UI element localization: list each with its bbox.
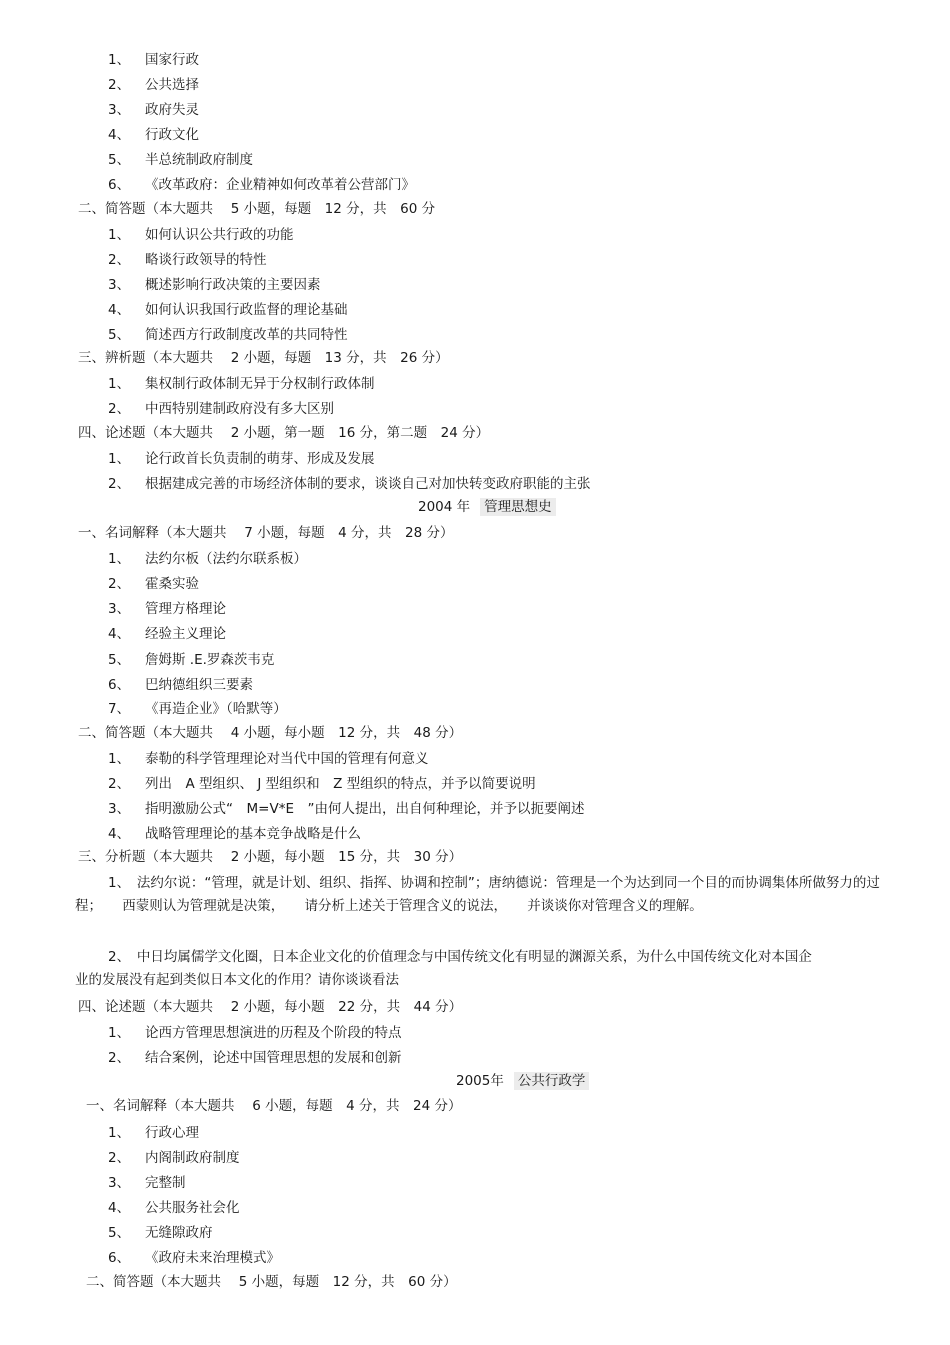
exam-title-2005 (456, 1072, 589, 1090)
exam-year: 2004 年 (418, 499, 471, 515)
exam-subject: 公共行政学 (514, 1072, 590, 1090)
exam-title-2004 (418, 498, 556, 516)
analysis-question-1: 1、 法约尔说：“管理，就是计划、组织、指挥、协调和控制”；唐纳德说：管理是一个为达到同一个目的而协调集体所做努力的过程； 西蒙则认为管理就是决策， 请分析上述关于管理含义的说法， 并谈谈你对管理含义的理解。 (75, 875, 880, 914)
section-heading: 二、简答题（本大题共 4 小题，每小题 12 分，共 48 分） (78, 725, 463, 741)
section-heading: 二、简答题（本大题共 5 小题，每题 12 分，共 60 分） (86, 1274, 457, 1290)
section-heading: 四、论述题（本大题共 2 小题，每小题 22 分，共 44 分） (78, 999, 463, 1015)
exam-year: 2005年 (456, 1073, 504, 1089)
section-heading: 四、论述题（本大题共 2 小题，第一题 16 分，第二题 24 分） (78, 425, 490, 441)
section-heading: 一、名词解释（本大题共 6 小题，每题 4 分，共 24 分） (86, 1098, 462, 1114)
analysis-question-2: 2、 中日均属儒学文化圈，日本企业文化的价值理念与中国传统文化有明显的渊源关系，为什么中国传统文化对本国企业的发展没有起到类似日本文化的作用？请你谈谈看法 (75, 949, 812, 988)
section-heading: 三、辨析题（本大题共 2 小题，每题 13 分，共 26 分） (78, 350, 449, 366)
section-heading: 二、简答题（本大题共 5 小题，每题 12 分，共 60 分 (78, 201, 436, 217)
section-heading: 一、名词解释（本大题共 7 小题，每题 4 分，共 28 分） (78, 525, 454, 541)
exam-subject: 管理思想史 (480, 498, 556, 516)
section-heading: 三、分析题（本大题共 2 小题，每小题 15 分，共 30 分） (78, 849, 463, 865)
